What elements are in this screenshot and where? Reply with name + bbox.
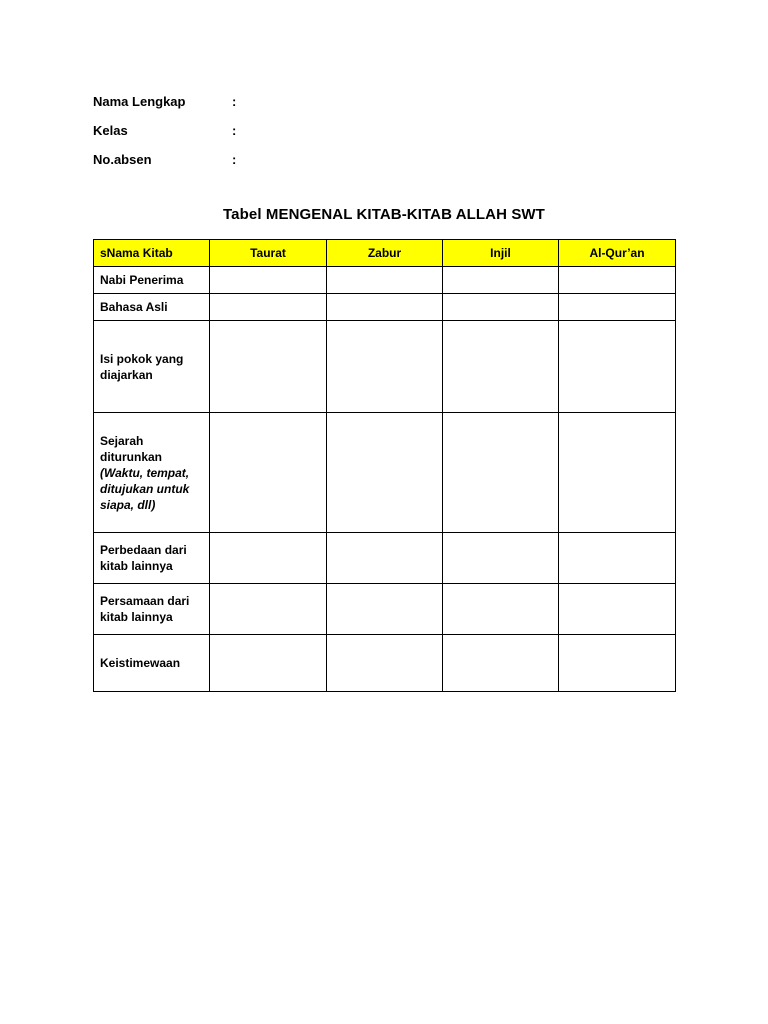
kitab-table xyxy=(93,239,676,692)
field-kelas xyxy=(93,116,242,145)
answer-cell[interactable] xyxy=(210,533,327,584)
answer-cell[interactable] xyxy=(327,584,443,635)
field-label: Kelas xyxy=(93,123,128,138)
field-no-absen xyxy=(93,145,242,174)
answer-cell[interactable] xyxy=(327,533,443,584)
row-label: Perbedaan dari kitab lainnya xyxy=(94,533,210,584)
answer-cell[interactable] xyxy=(443,413,559,533)
header-cell-taurat: Taurat xyxy=(210,240,327,267)
answer-cell[interactable] xyxy=(327,321,443,413)
answer-cell[interactable] xyxy=(443,321,559,413)
row-label: Isi pokok yang diajarkan xyxy=(94,321,210,413)
answer-cell[interactable] xyxy=(443,294,559,321)
table-row xyxy=(94,267,676,294)
row-label: Nabi Penerima xyxy=(94,267,210,294)
table-row xyxy=(94,584,676,635)
field-label: No.absen xyxy=(93,152,152,167)
header-cell-al-quran: Al-Qur’an xyxy=(559,240,676,267)
answer-cell[interactable] xyxy=(210,635,327,692)
answer-cell[interactable] xyxy=(443,635,559,692)
header-cell-nama-kitab: sNama Kitab xyxy=(94,240,210,267)
answer-cell[interactable] xyxy=(443,533,559,584)
answer-cell[interactable] xyxy=(327,413,443,533)
answer-cell[interactable] xyxy=(559,267,676,294)
table-row xyxy=(94,413,676,533)
table-row xyxy=(94,533,676,584)
identity-section xyxy=(93,87,242,174)
answer-cell[interactable] xyxy=(327,294,443,321)
answer-cell[interactable] xyxy=(559,413,676,533)
row-label-note: (Waktu, tempat, ditujukan untuk siapa, dll) xyxy=(100,465,190,512)
row-label: Bahasa Asli xyxy=(94,294,210,321)
answer-cell[interactable] xyxy=(559,321,676,413)
field-separator: : xyxy=(232,94,237,109)
answer-cell[interactable] xyxy=(210,294,327,321)
table-row xyxy=(94,635,676,692)
answer-cell[interactable] xyxy=(559,635,676,692)
answer-cell[interactable] xyxy=(210,321,327,413)
row-label: Sejarah diturunkan xyxy=(100,433,162,464)
answer-cell[interactable] xyxy=(327,635,443,692)
field-label: Nama Lengkap xyxy=(93,94,186,109)
header-cell-zabur: Zabur xyxy=(327,240,443,267)
answer-cell[interactable] xyxy=(327,267,443,294)
answer-cell[interactable] xyxy=(559,584,676,635)
field-nama-lengkap xyxy=(93,87,242,116)
row-label-cell xyxy=(94,413,210,533)
field-separator: : xyxy=(232,152,237,167)
table-title: Tabel MENGENAL KITAB-KITAB ALLAH SWT xyxy=(223,206,545,223)
field-separator: : xyxy=(232,123,237,138)
table-row xyxy=(94,294,676,321)
answer-cell[interactable] xyxy=(559,294,676,321)
answer-cell[interactable] xyxy=(210,267,327,294)
answer-cell[interactable] xyxy=(443,584,559,635)
row-label: Persamaan dari kitab lainnya xyxy=(94,584,210,635)
header-cell-injil: Injil xyxy=(443,240,559,267)
table-row xyxy=(94,321,676,413)
header-row xyxy=(94,240,676,267)
answer-cell[interactable] xyxy=(559,533,676,584)
answer-cell[interactable] xyxy=(210,584,327,635)
answer-cell[interactable] xyxy=(443,267,559,294)
row-label: Keistimewaan xyxy=(94,635,210,692)
answer-cell[interactable] xyxy=(210,413,327,533)
